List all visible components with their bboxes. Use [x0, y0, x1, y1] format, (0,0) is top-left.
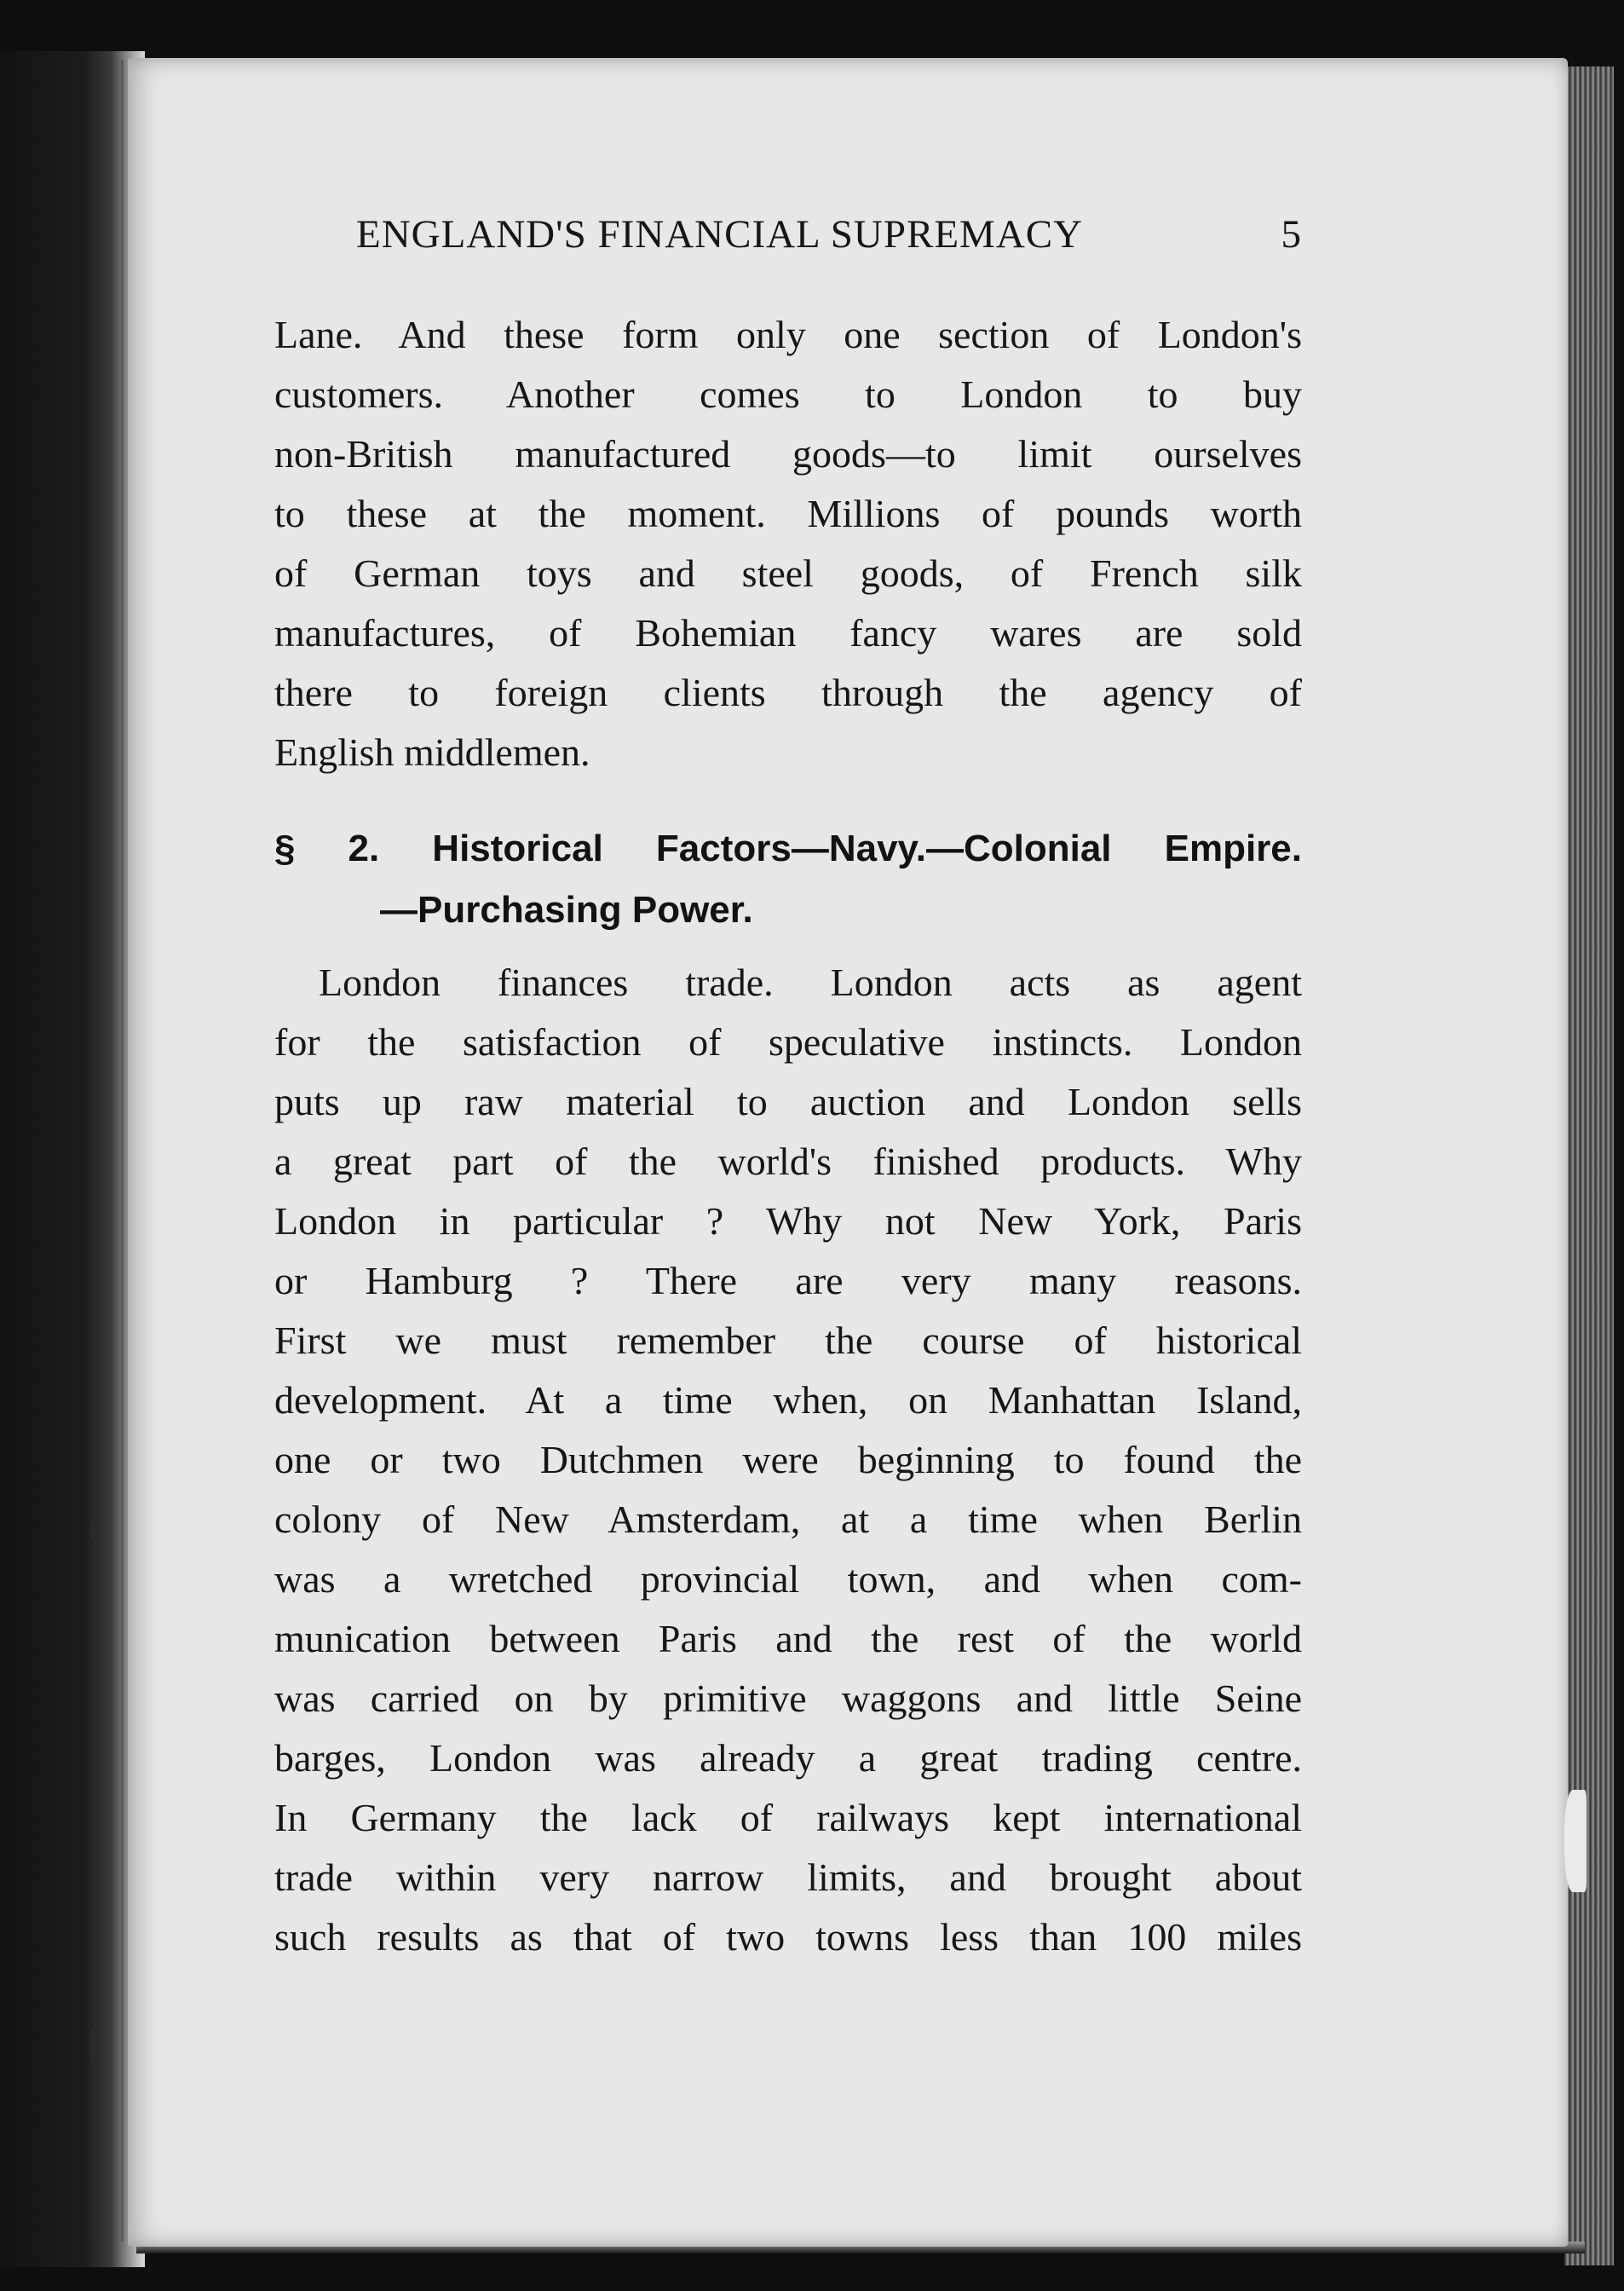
text-line: customers. Another comes to London to buy — [274, 372, 1302, 416]
text-line: puts up raw material to auction and London sells — [274, 1080, 1302, 1123]
text-line: barges, London was already a great trading centre. — [274, 1736, 1302, 1780]
text-line: was a wretched provincial town, and when com- — [274, 1557, 1302, 1601]
left-binding-line-inner — [121, 60, 124, 2242]
section-heading-line-2: —Purchasing Power. — [380, 889, 753, 931]
text-line: non-British manufactured goods—to limit ourselves — [274, 432, 1302, 476]
text-line: was carried on by primitive waggons and little Seine — [274, 1676, 1302, 1720]
running-head — [274, 205, 1302, 273]
text-line: there to foreign clients through the agency of — [274, 671, 1302, 714]
text-line: Lane. And these form only one section of London's — [274, 313, 1302, 356]
left-binding-line — [94, 60, 97, 2242]
section-heading-line-1: § 2. Historical Factors—Navy.—Colonial Empire. — [274, 828, 1302, 869]
scan-smudge — [90, 1521, 97, 1540]
text-line: English middlemen. — [274, 730, 590, 774]
page-number: 5 — [1281, 212, 1302, 257]
text-line: manufactures, of Bohemian fancy wares are sold — [274, 611, 1302, 655]
scan-smudge — [90, 2028, 97, 2063]
paragraph-continued — [274, 305, 1302, 782]
text-line: of German toys and steel goods, of French silk — [274, 551, 1302, 595]
text-line: to these at the moment. Millions of pounds worth — [274, 492, 1302, 535]
text-line: colony of New Amsterdam, at a time when Berlin — [274, 1498, 1302, 1541]
text-line: London in particular ? Why not New York, Paris — [274, 1199, 1302, 1243]
text-line: one or two Dutchmen were beginning to found the — [274, 1438, 1302, 1481]
running-head-title: ENGLAND'S FINANCIAL SUPREMACY — [356, 212, 1084, 257]
text-line: for the satisfaction of speculative instincts. London — [274, 1020, 1302, 1064]
text-line: First we must remember the course of historical — [274, 1319, 1302, 1362]
page-edge-notch — [1564, 1790, 1587, 1892]
text-line: London finances trade. London acts as agent — [319, 961, 1302, 1004]
text-line: development. At a time when, on Manhattan Island, — [274, 1378, 1302, 1422]
text-line: In Germany the lack of railways kept international — [274, 1796, 1302, 1839]
text-line: munication between Paris and the rest of the world — [274, 1617, 1302, 1660]
text-line: such results as that of two towns less than 100 miles — [274, 1915, 1302, 1959]
text-line: a great part of the world's finished products. Why — [274, 1140, 1302, 1183]
paragraph-section-2 — [274, 953, 1302, 1967]
section-heading — [274, 818, 1302, 941]
text-line: trade within very narrow limits, and brought about — [274, 1855, 1302, 1899]
right-page-stack-edge — [1564, 66, 1614, 2265]
text-line: or Hamburg ? There are very many reasons. — [274, 1259, 1302, 1302]
